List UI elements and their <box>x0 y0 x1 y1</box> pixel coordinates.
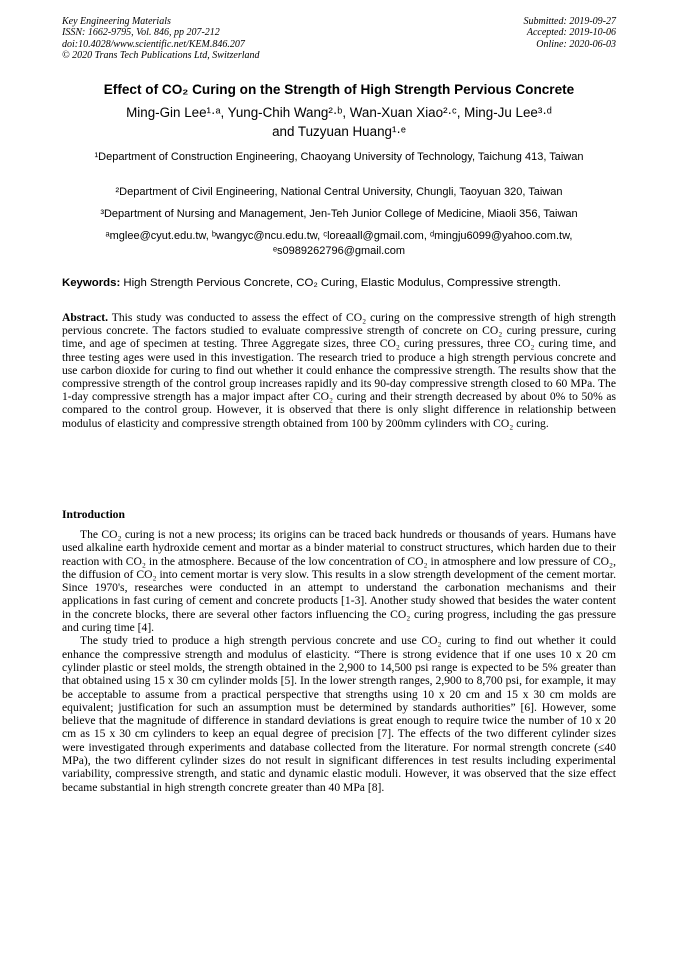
submitted-date: Submitted: 2019-09-27 <box>523 16 616 27</box>
journal-info <box>62 16 260 62</box>
introduction-paragraph-2: The study tried to produce a high strength pervious concrete and use CO₂ curing to find out whether it could enhance the compressive strength and modulus of elasticity. “There is strong evidence that if one uses 10 x 20 cm cylinder plastic or steel molds, the strength obtained in the 2,900 to 14,500 psi range is expected to be 5% greater than that obtained using 15 x 30 cm cylinder molds [5]. In the lower strength ranges, 2,900 to 8,700 psi, for example, it may be acceptable to assume from a practical perspective that strengths using 10 x 20 cm and 15 x 30 cm molds are equivalent; justification for such an assumption must be determined by standards authorities” [6]. However, some believe that the magnitude of difference in standard deviations is great enough to require twice the number of 10 x 20 cm as 15 x 30 cm cylinders to keep an equal degree of precision [7]. The effects of the two different cylinder sizes were investigated through experiments and database collected from the literature. For normal strength concrete (≤40 MPa), the two different cylinder sizes do not result in significant differences in test results including experimental variability, compressive strength, and static and dynamic elastic moduli. However, it was observed that the size effect became substantial in high strength concrete greater than 40 MPa [8]. <box>62 634 616 794</box>
abstract-text: This study was conducted to assess the effect of CO₂ curing on the compressive strength of high strength pervious concrete. The factors studied to evaluate compressive strength of concrete on CO₂ curing pressure, curing time, and age of specimen at testing. Three Aggregate sizes, three CO₂ curing pressures, three CO₂ curing time, and three testing ages were used in this investigation. The research tried to produce a high strength pervious concrete and use carbon dioxide for curing to find out whether it could enhance the compressive strength. The results show that the compressive strength of the control group increases rapidly and its 90-day compressive strength closed to 60 MPa. The 1-day compressive strength has a major impact after CO₂ curing and their strength decreased by about 0% to 50% as compared to the control group. However, it is observed that there is only slight difference in relationship between modulus of elasticity and compressive strength obtained from 100 by 200mm cylinders with CO₂ curing. <box>62 311 616 430</box>
affiliation-1: ¹Department of Construction Engineering, Chaoyang University of Technology, Taichung 413, Taiwan <box>94 151 584 163</box>
paper-title: Effect of CO₂ Curing on the Strength of High Strength Pervious Concrete <box>103 82 575 97</box>
authors-line-2: and Tuzyuan Huang¹·ᵉ <box>272 123 406 139</box>
journal-issn: ISSN: 1662-9795, Vol. 846, pp 207-212 <box>62 27 220 39</box>
introduction-body <box>62 528 616 794</box>
accepted-date: Accepted: 2019-10-06 <box>526 27 616 39</box>
affiliation-2: ²Department of Civil Engineering, National Central University, Chungli, Taoyuan 320, Taiwan <box>115 186 563 198</box>
abstract-label: Abstract. <box>62 311 109 324</box>
author-emails[interactable]: ᵃmglee@cyut.edu.tw, ᵇwangyc@ncu.edu.tw, ᶜloreaall@gmail.com, ᵈmingju6099@yahoo.com.tw, ᵉs0989262796@gmail.com <box>105 230 573 257</box>
keywords <box>62 277 616 289</box>
abstract <box>62 311 616 430</box>
journal-name: Key Engineering Materials <box>62 16 171 27</box>
introduction-heading: Introduction <box>62 508 125 521</box>
copyright-notice: © 2020 Trans Tech Publications Ltd, Switzerland <box>62 50 260 62</box>
publication-dates <box>524 16 617 50</box>
affiliation-3: ³Department of Nursing and Management, Jen-Teh Junior College of Medicine, Miaoli 356, Taiwan <box>100 208 578 220</box>
introduction-paragraph-1: The CO₂ curing is not a new process; its origins can be traced back hundreds or thousands of years. Humans have used alkaline earth hydroxide cement and mortar as a binder material to construct structures, which harden due to their reaction with CO₂ in the atmosphere. Because of the low concentration of CO₂ in atmosphere and low pressure of CO₂, the diffusion of CO₂ into cement mortar is very slow. This results in a slow strength development of the cement mortar. Since 1970's, researches were conducted in an attempt to understand the carbonation mechanisms and their applications in fast curing of cement and concrete products [1-3]. Another study showed that besides the water content in the concrete blocks, there are several other factors influencing the CO₂ curing progress, including the gas pressure and curing time [4]. <box>62 528 616 635</box>
keywords-text: High Strength Pervious Concrete, CO₂ Curing, Elastic Modulus, Compressive strength. <box>123 277 561 289</box>
keywords-label: Keywords: <box>62 277 121 289</box>
authors-line-1: Ming-Gin Lee¹·ᵃ, Yung-Chih Wang²·ᵇ, Wan-Xuan Xiao²·ᶜ, Ming-Ju Lee³·ᵈ <box>126 105 552 120</box>
journal-doi[interactable]: doi:10.4028/www.scientific.net/KEM.846.207 <box>62 38 245 50</box>
author-list <box>64 104 614 141</box>
online-date: Online: 2020-06-03 <box>536 38 616 50</box>
